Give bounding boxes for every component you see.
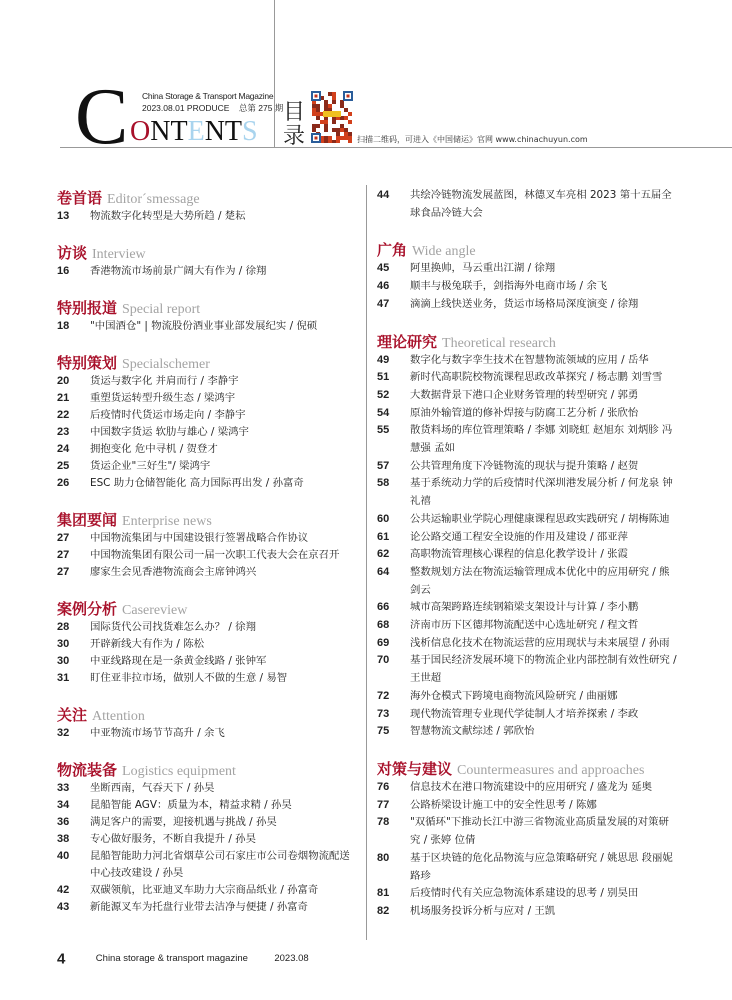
entry-title[interactable]: 基于国民经济发展环境下的物流企业内部控制有效性研究 / 王世超	[410, 654, 677, 685]
contents-entry[interactable]	[377, 296, 677, 314]
contents-entry[interactable]	[377, 422, 677, 457]
contents-entry[interactable]	[377, 617, 677, 635]
entry-title[interactable]: 大数据背景下港口企业财务管理的转型研究 / 郭勇	[410, 388, 639, 401]
entry-title[interactable]: 机场服务投诉分析与应对 / 王凯	[410, 904, 556, 917]
section-title-cn: 广角	[377, 241, 408, 260]
entry-title[interactable]: 中国物流集团有限公司一届一次职工代表大会在京召开	[90, 549, 340, 561]
contents-entry[interactable]	[57, 390, 357, 407]
section-header	[377, 240, 677, 260]
contents-entry[interactable]	[377, 635, 677, 653]
entry-page-number: 42	[57, 884, 70, 896]
entry-page-number: 27	[57, 566, 70, 578]
logo-letter: E	[187, 116, 205, 147]
entry-page-number: 52	[377, 388, 390, 401]
entry-title[interactable]: 公路桥梁设计施工中的安全性思考 / 陈娜	[410, 798, 597, 811]
entry-title[interactable]: 重塑货运转型升级生态 / 梁鸿宇	[90, 392, 236, 404]
contents-entry[interactable]	[57, 547, 357, 564]
entry-page-number: 24	[57, 443, 70, 455]
entry-page-number: 34	[57, 799, 70, 811]
entry-title[interactable]: 城市高架跨路连续钢箱梁支架设计与计算 / 李小鹏	[410, 601, 639, 614]
contents-entry[interactable]	[377, 599, 677, 617]
section-title-cn: 特别报道	[57, 299, 118, 317]
issue-number: 总第 275 期	[238, 103, 284, 113]
entry-title[interactable]: "中国酒仓" | 物流股份酒业事业部发展纪实 / 倪硕	[90, 320, 318, 332]
section-title-en: Attention	[92, 709, 145, 724]
logo-letter: T	[224, 116, 243, 147]
footer-date: 2023.08	[274, 953, 309, 965]
section-header	[377, 332, 677, 352]
contents-section	[57, 353, 357, 492]
contents-entry[interactable]	[377, 688, 677, 706]
entry-title[interactable]: 公共管理角度下冷链物流的现状与提升策略 / 赵贺	[410, 459, 639, 472]
contents-entry[interactable]	[57, 407, 357, 424]
page-number: 4	[57, 950, 66, 968]
entry-page-number: 23	[57, 426, 70, 438]
contents-entry[interactable]	[377, 706, 677, 724]
section-title-en: Interview	[92, 247, 146, 262]
entry-page-number: 68	[377, 619, 390, 632]
contents-entry[interactable]	[57, 458, 357, 475]
entry-title[interactable]: 公共运输职业学院心理健康课程思政实践研究 / 胡梅陈迪	[410, 512, 670, 525]
contents-section	[377, 240, 677, 313]
entry-title[interactable]: 论公路交通工程安全设施的作用及建设 / 邵亚萍	[410, 530, 628, 543]
entry-title[interactable]: 共绘冷链物流发展蓝图，林德叉车亮相 2023 第十五届全球食品冷链大会	[410, 189, 672, 219]
entry-title[interactable]: 数字化与数字孪生技术在智慧物流领域的应用 / 岳华	[410, 353, 649, 366]
entry-page-number: 72	[377, 689, 390, 702]
section-title-en: Casereview	[122, 603, 188, 618]
section-title-cn: 理论研究	[377, 332, 438, 351]
contents-section	[57, 760, 357, 916]
contents-entry[interactable]	[377, 885, 677, 903]
contents-entry[interactable]	[57, 653, 357, 670]
entry-title[interactable]: 满足客户的需要，迎接机遇与挑战 / 孙昊	[90, 816, 277, 828]
section-title-en: Logistics equipment	[122, 764, 236, 779]
section-title-cn: 特别策划	[57, 354, 118, 372]
entry-page-number: 43	[57, 901, 70, 913]
contents-section	[57, 188, 357, 225]
logo-letter: N	[204, 116, 225, 147]
contents-entry[interactable]	[57, 882, 357, 899]
section-title-cn: 关注	[57, 706, 88, 724]
entry-title[interactable]: 盯住亚非拉市场，做别人不做的生意 / 易智	[90, 672, 288, 684]
section-header	[377, 759, 677, 779]
header-vertical-divider	[274, 0, 275, 148]
section-title-en: Theoretical research	[442, 335, 556, 351]
entry-title[interactable]: 阿里换帅，马云重出江湖 / 徐翔	[410, 262, 556, 275]
contents-entry[interactable]	[57, 831, 357, 848]
logo-letter: O	[130, 116, 151, 147]
contents-left-column	[57, 188, 357, 934]
entry-title[interactable]: 廖家生会见香港物流商会主席钟鸿兴	[90, 566, 257, 578]
entry-title[interactable]: 开辟新线大有作为 / 陈松	[90, 638, 205, 650]
contents-section	[377, 187, 677, 222]
contents-entry[interactable]	[57, 725, 357, 742]
section-title-en: Wide angle	[412, 244, 476, 260]
contents-entry[interactable]	[57, 263, 357, 280]
contents-entry[interactable]	[377, 405, 677, 423]
entry-title[interactable]: 现代物流管理专业现代学徒制人才培养探索 / 李政	[410, 707, 639, 720]
entry-page-number: 77	[377, 798, 390, 811]
contents-entry[interactable]	[377, 546, 677, 564]
section-title-en: Countermeasures and approaches	[457, 762, 645, 778]
entry-title[interactable]: 散货料场的库位管理策略 / 李娜 刘晓虹 赵旭东 刘炳胗 冯慧强 孟如	[410, 424, 673, 455]
entry-page-number: 75	[377, 725, 390, 738]
scan-qr-text: 扫描二维码，可进入《中国储运》官网 www.chinachuyun.com	[357, 135, 588, 144]
entry-title[interactable]: 中国物流集团与中国建设银行签署战略合作协议	[90, 532, 309, 544]
entry-page-number: 45	[377, 262, 390, 275]
entry-title[interactable]: 后疫情时代有关应急物流体系建设的思考 / 别昊田	[410, 887, 639, 900]
column-divider	[366, 185, 367, 940]
entry-page-number: 49	[377, 353, 390, 366]
contents-entry[interactable]	[377, 387, 677, 405]
section-header	[57, 705, 357, 725]
entry-page-number: 81	[377, 887, 390, 900]
logo-letter: T	[170, 116, 188, 147]
entry-page-number: 28	[57, 621, 70, 633]
contents-entry[interactable]	[377, 850, 677, 885]
entry-page-number: 82	[377, 904, 390, 917]
contents-entry[interactable]	[57, 564, 357, 581]
logo-letter: S	[242, 116, 258, 147]
contents-entry[interactable]	[57, 424, 357, 441]
entry-page-number: 22	[57, 409, 70, 421]
entry-page-number: 21	[57, 392, 70, 404]
magazine-name: China Storage & Transport Magazine	[142, 91, 274, 101]
contents-entry[interactable]	[57, 780, 357, 797]
entry-page-number: 16	[57, 265, 70, 277]
contents-entry[interactable]	[57, 373, 357, 390]
contents-entry[interactable]	[377, 187, 677, 222]
entry-title[interactable]: 香港物流市场前景广阔大有作为 / 徐翔	[90, 265, 267, 277]
entry-page-number: 31	[57, 672, 70, 684]
contents-entry[interactable]	[377, 797, 677, 815]
entry-page-number: 54	[377, 406, 390, 419]
entry-title[interactable]: 基于区块链的危化品物流与应急策略研究 / 姚思思 段丽妮 路珍	[410, 851, 673, 882]
contents-entry[interactable]	[57, 636, 357, 653]
footer-magazine-name: China storage & transport magazine	[95, 953, 248, 965]
entry-page-number: 25	[57, 460, 70, 472]
entry-title[interactable]: 货运与数字化 并肩而行 / 李静宇	[90, 375, 239, 387]
entry-page-number: 20	[57, 375, 70, 387]
section-header	[57, 599, 357, 619]
contents-entry[interactable]	[57, 475, 357, 492]
entry-title[interactable]: 昆船智能 AGV：质量为本，精益求精 / 孙昊	[90, 799, 292, 811]
entry-page-number: 36	[57, 816, 70, 828]
section-header	[57, 760, 357, 780]
entry-title[interactable]: 中亚物流市场节节高升 / 余飞	[90, 727, 225, 739]
section-title-cn: 卷首语	[57, 189, 103, 207]
contents-entry[interactable]	[57, 899, 357, 916]
entry-page-number: 76	[377, 780, 390, 793]
contents-entry[interactable]	[57, 814, 357, 831]
entry-page-number: 27	[57, 532, 70, 544]
entry-page-number: 30	[57, 638, 70, 650]
section-title-en: Enterprise news	[122, 514, 212, 529]
contents-entry[interactable]	[57, 797, 357, 814]
entry-title[interactable]: 滴滴上线快送业务，货运市场格局深度演变 / 徐翔	[410, 297, 639, 310]
entry-title[interactable]: 海外仓模式下跨境电商物流风险研究 / 曲丽娜	[410, 689, 618, 702]
contents-entry[interactable]	[57, 670, 357, 687]
entry-title[interactable]: ESC 助力仓储智能化 高力国际再出发 / 孙富奇	[90, 477, 304, 489]
qr-code-icon[interactable]	[311, 91, 353, 143]
entry-title[interactable]: 中亚线路现在是一条黄金线路 / 张钟军	[90, 655, 267, 667]
logo-letter: N	[150, 116, 171, 147]
entry-page-number: 38	[57, 833, 70, 845]
entry-title[interactable]: 中国数字货运 软肋与雄心 / 梁鸿宇	[90, 426, 249, 438]
section-title-cn: 访谈	[57, 244, 88, 262]
section-header	[57, 243, 357, 263]
entry-page-number: 66	[377, 601, 390, 614]
entry-title[interactable]: 坐断西南，气吞天下 / 孙昊	[90, 782, 215, 794]
contents-entry[interactable]	[57, 619, 357, 636]
contents-entry[interactable]	[377, 260, 677, 278]
contents-entry[interactable]	[377, 814, 677, 849]
header-horizontal-divider	[60, 147, 732, 148]
entry-page-number: 18	[57, 320, 70, 332]
entry-page-number: 62	[377, 548, 390, 561]
entry-page-number: 73	[377, 707, 390, 720]
entry-title[interactable]: 专心做好服务，不断自我提升 / 孙昊	[90, 833, 256, 845]
section-header	[57, 188, 357, 208]
entry-title[interactable]: 顺丰与极兔联手，剑指海外电商市场 / 余飞	[410, 280, 608, 293]
section-title-en: Specialschemer	[122, 357, 210, 372]
contents-entry[interactable]	[377, 511, 677, 529]
section-header	[57, 353, 357, 373]
contents-entry[interactable]	[377, 652, 677, 687]
entry-title[interactable]: 货运企业"三好生"/ 梁鸿宇	[90, 460, 211, 472]
entry-page-number: 58	[377, 477, 390, 490]
entry-page-number: 44	[377, 189, 390, 201]
contents-entry[interactable]	[377, 278, 677, 296]
entry-page-number: 51	[377, 371, 390, 384]
contents-section	[377, 332, 677, 741]
contents-right-column	[377, 187, 677, 939]
entry-title[interactable]: "双循环"下推动长江中游三省物流业高质量发展的对策研究 / 张婷 位倩	[410, 816, 669, 847]
entry-page-number: 13	[57, 210, 70, 222]
entry-page-number: 60	[377, 512, 390, 525]
issue-date: 2023.08.01 PRODUCE	[142, 103, 230, 113]
entry-page-number: 46	[377, 280, 390, 293]
contents-entry[interactable]	[377, 369, 677, 387]
entry-page-number: 61	[377, 530, 390, 543]
entry-title[interactable]: 高职物流管理核心课程的信息化教学设计 / 张霞	[410, 548, 628, 561]
section-title-cn: 物流装备	[57, 761, 118, 779]
entry-title[interactable]: 物流数字化转型是大势所趋 / 楚耘	[90, 210, 246, 222]
contents-entry[interactable]	[377, 352, 677, 370]
entry-page-number: 33	[57, 782, 70, 794]
entry-page-number: 70	[377, 654, 390, 667]
entry-page-number: 55	[377, 424, 390, 437]
entry-title[interactable]: 信息技术在港口物流建设中的应用研究 / 盛龙为 延奥	[410, 780, 653, 793]
section-title-cn: 集团要闻	[57, 511, 118, 529]
entry-page-number: 80	[377, 851, 390, 864]
contents-entry[interactable]	[57, 441, 357, 458]
contents-section	[57, 243, 357, 280]
contents-entry[interactable]	[377, 529, 677, 547]
contents-section	[57, 298, 357, 335]
entry-title[interactable]: 新能源叉车为托盘行业带去洁净与便捷 / 孙富奇	[90, 901, 308, 913]
entry-page-number: 27	[57, 549, 70, 561]
section-title-en: Special report	[122, 302, 201, 317]
contents-entry[interactable]	[57, 208, 357, 225]
entry-page-number: 47	[377, 297, 390, 310]
contents-entry[interactable]	[57, 530, 357, 547]
entry-title[interactable]: 济南市历下区德邦物流配送中心选址研究 / 程文哲	[410, 619, 639, 632]
entry-title[interactable]: 基于系统动力学的后疫情时代深圳港发展分析 / 何龙泉 钟礼禧	[410, 477, 673, 508]
entry-title[interactable]: 昆船智能助力河北省烟草公司石家庄市公司卷烟物流配送中心技改建设 / 孙昊	[90, 850, 350, 879]
entry-title[interactable]: 拥抱变化 危中寻机 / 贺登才	[90, 443, 218, 455]
section-title-cn: 对策与建议	[377, 759, 453, 778]
mulu-title: 目录	[283, 100, 306, 149]
contents-entry[interactable]	[377, 475, 677, 510]
entry-title[interactable]: 新时代高职院校物流课程思政改革探究 / 杨志鹏 刘雪雪	[410, 371, 663, 384]
section-header	[57, 298, 357, 318]
entry-title[interactable]: 智慧物流文献综述 / 郭欣怡	[410, 725, 535, 738]
entry-page-number: 69	[377, 636, 390, 649]
entry-title[interactable]: 国际货代公司找货难怎么办？ / 徐翔	[90, 621, 256, 633]
issue-info	[142, 103, 283, 114]
entry-title[interactable]: 整数规划方法在物流运输管理成本优化中的应用研究 / 熊剑云	[410, 565, 670, 596]
entry-page-number: 40	[57, 850, 70, 862]
contents-entry[interactable]	[377, 458, 677, 476]
entry-title[interactable]: 后疫情时代货运市场走向 / 李静宇	[90, 409, 246, 421]
contents-entry[interactable]	[377, 564, 677, 599]
entry-page-number: 78	[377, 816, 390, 829]
entry-title[interactable]: 双碳领航，比亚迪叉车助力大宗商品纸业 / 孙富奇	[90, 884, 319, 896]
contents-section	[377, 759, 677, 921]
entry-title[interactable]: 原油外输管道的修补焊接与防腐工艺分析 / 张欣怡	[410, 406, 639, 419]
contents-section	[57, 599, 357, 687]
logo-big-c: C	[75, 73, 129, 161]
contents-entry[interactable]	[377, 723, 677, 741]
section-title-en: Editor´smessage	[107, 192, 200, 207]
entry-page-number: 30	[57, 655, 70, 667]
contents-entry[interactable]	[377, 779, 677, 797]
contents-entry[interactable]	[57, 848, 357, 882]
section-title-cn: 案例分析	[57, 600, 118, 618]
contents-entry[interactable]	[377, 903, 677, 921]
page-footer	[57, 950, 309, 968]
entry-page-number: 26	[57, 477, 70, 489]
contents-entry[interactable]	[57, 318, 357, 335]
entry-title[interactable]: 浅析信息化技术在物流运营的应用现状与未来展望 / 孙雨	[410, 636, 670, 649]
entry-page-number: 57	[377, 459, 390, 472]
contents-section	[57, 705, 357, 742]
entry-page-number: 64	[377, 565, 390, 578]
entry-page-number: 32	[57, 727, 70, 739]
contents-section	[57, 510, 357, 581]
logo-ontents	[130, 117, 258, 147]
section-header	[57, 510, 357, 530]
